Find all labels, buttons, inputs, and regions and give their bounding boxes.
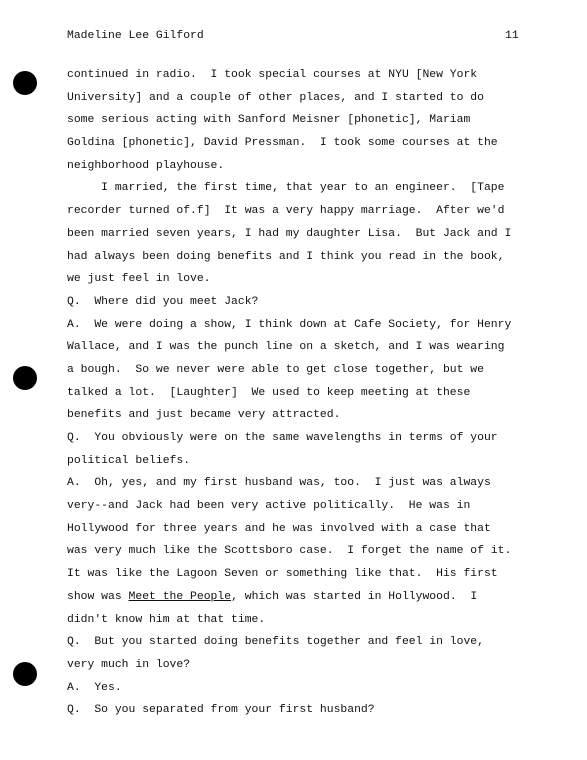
transcript-line: Q. You obviously were on the same wavelengths in terms of your [67,432,498,444]
transcript-line: was very much like the Scottsboro case. I forget the name of it. [67,545,512,558]
punch-hole-middle [13,366,37,390]
transcript-line: didn't know him at that time. [67,613,266,626]
line-text-segment: , which was started in Hollywood. I [231,590,478,603]
transcript-line: It was like the Lagoon Seven or something like that. His first [67,568,498,581]
punch-hole-top [13,71,37,95]
transcript-line: A. Oh, yes, and my first husband was, too. I just was always [67,477,491,490]
transcript-line: Q. But you started doing benefits together and feel in love, [67,636,484,649]
transcript-line: a bough. So we never were able to get close together, but we [67,363,484,376]
transcript-line: neighborhood playhouse. [67,159,225,172]
punch-hole-bottom [13,662,37,686]
transcript-line: very much in love? [67,658,191,671]
transcript-line: recorder turned of.f] It was a very happy marriage. After we'd [67,205,505,218]
transcript-line: University] and a couple of other places, and I started to do [67,91,484,104]
transcript-line: Goldina [phonetic], David Pressman. I took some courses at the [67,137,498,150]
transcript-line: Q. So you separated from your first husband? [67,704,375,717]
transcript-line: some serious acting with Sanford Meisner [phonetic], Mariam [67,114,471,127]
transcript-line: Hollywood for three years and he was involved with a case that [67,522,491,535]
transcript-line: talked a lot. [Laughter] We used to keep meeting at these [67,386,471,399]
transcript-line: Q. Where did you meet Jack? [67,295,259,308]
underlined-title: Meet the People [128,590,232,603]
header-interviewee-name: Madeline Lee Gilford [67,30,204,42]
transcript-line: I married, the first time, that year to an engineer. [Tape [67,182,505,195]
page-number: 11 [505,30,519,42]
transcript-line: we just feel in love. [67,273,211,286]
transcript-line: continued in radio. I took special courses at NYU [New York [67,69,478,81]
line-text-segment: show was [67,590,129,603]
transcript-line: A. We were doing a show, I think down at Cafe Society, for Henry [67,318,512,331]
transcript-line: Wallace, and I was the punch line on a sketch, and I was wearing [67,341,505,354]
transcript-line: very--and Jack had been very active politically. He was in [67,500,471,513]
transcript-body [67,64,547,722]
transcript-line: been married seven years, I had my daughter Lisa. But Jack and I [67,227,512,240]
transcript-line [67,586,547,609]
transcript-line: political beliefs. [67,454,191,467]
transcript-line: A. Yes. [67,681,122,694]
transcript-line: had always been doing benefits and I think you read in the book, [67,250,505,263]
transcript-line: benefits and just became very attracted. [67,409,341,422]
